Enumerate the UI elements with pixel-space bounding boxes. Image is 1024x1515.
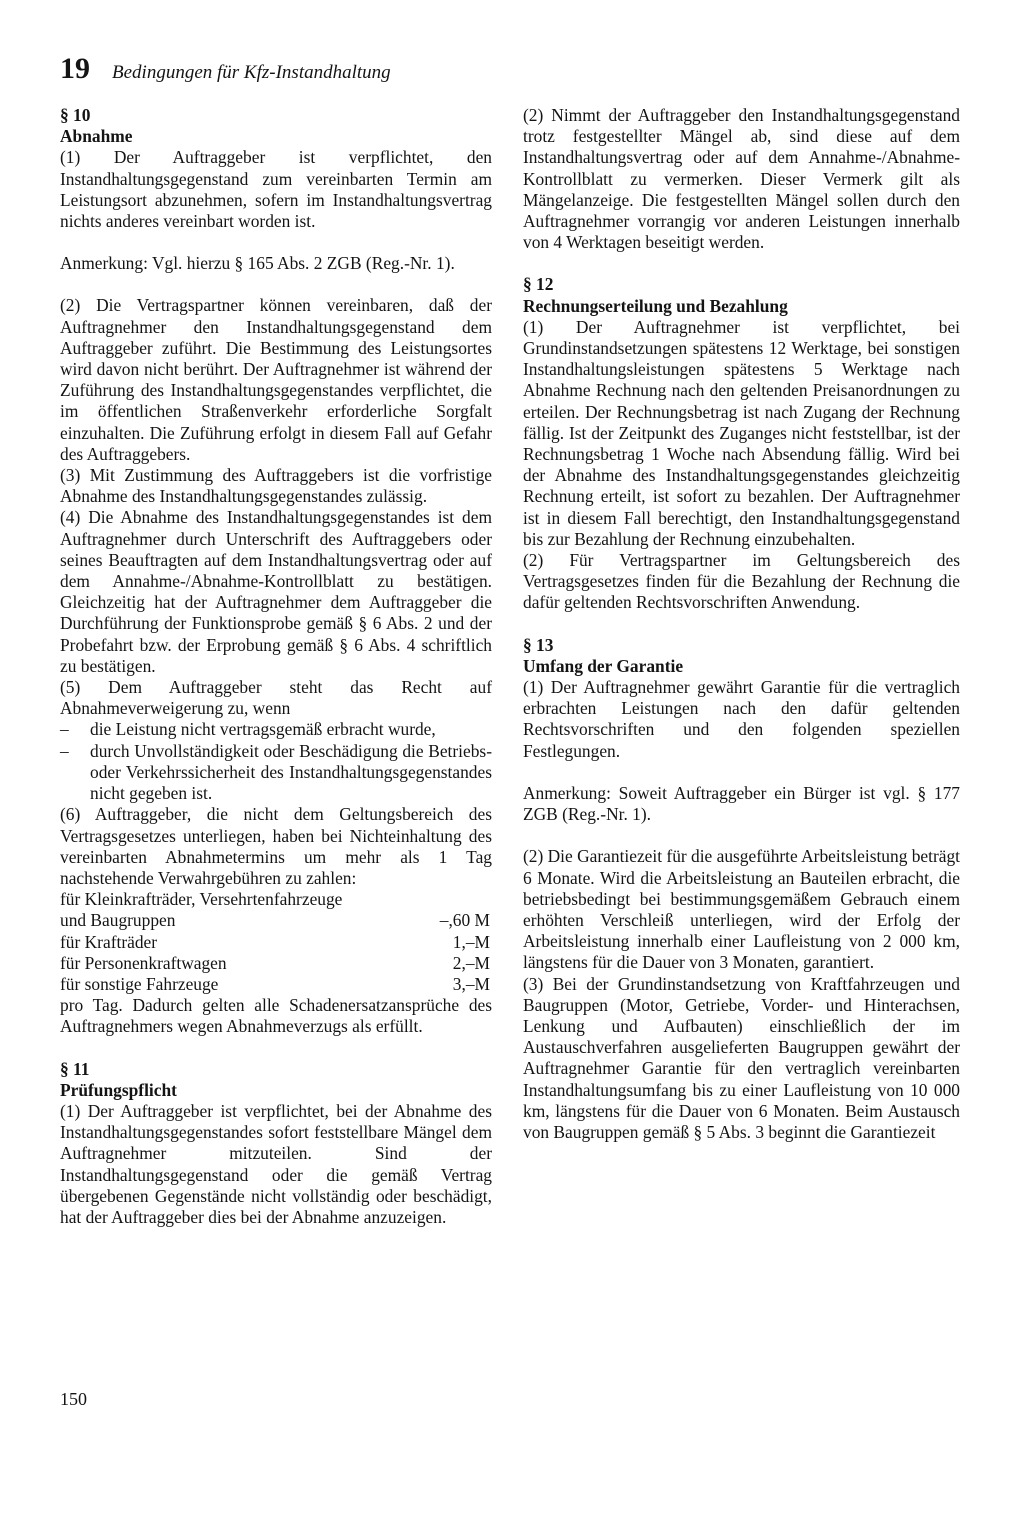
spacer (60, 274, 492, 295)
list-dash: – (60, 740, 69, 761)
section-11-number: § 11 (60, 1058, 90, 1079)
list-item (60, 741, 492, 805)
section-10-paragraph-2: (2) Die Vertragspartner können vereinbaren, daß der Auftragnehmer den Instandhaltungsgegenstand dem Auftraggeber zuführt. Die Bestimmung des Leistungsortes wird davon nicht berührt. Der Auftragnehmer ist während der Zuführung des Instandhaltungsgegenstandes verpflichtet, die im öffentlichen Straßenverkehr erforderliche Sorgfalt einzuhalten. Die Zuführung erfolgt in diesem Fall auf Gefahr des Auftraggebers. (60, 295, 492, 464)
fee-label: für sonstige Fahrzeuge (60, 973, 219, 994)
spacer (523, 825, 960, 846)
list-dash: – (60, 719, 69, 740)
fee-amount: 1,–M (452, 931, 490, 952)
fee-amount: 3,–M (452, 973, 490, 994)
running-header (60, 52, 391, 92)
section-11-paragraph-2: (2) Nimmt der Auftraggeber den Instandhaltungsgegenstand trotz festgestellter Mängel ab, sind diese auf dem Instandhaltungsvertrag oder auf dem Annahme-/Abnahme-Kontrollblatt zu vermerken. Dieser Vermerk gilt als Mängelanzeige. Die festgestellten Mängel sollen durch den Auftragnehmer vorrangig vor anderen Leistungen innerhalb von 4 Werktagen beseitigt werden. (523, 105, 960, 253)
section-10-paragraph-1: (1) Der Auftraggeber ist verpflichtet, den Instandhaltungsgegenstand zum vereinbarten Termin am Leistungsort abzunehmen, sofern im Instandhaltungsvertrag nichts anderes vereinbart worden ist. (60, 147, 492, 232)
section-13-note: Anmerkung: Soweit Auftraggeber ein Bürger ist vgl. § 177 ZGB (Reg.-Nr. 1). (523, 782, 960, 825)
section-10-closing: pro Tag. Dadurch gelten alle Schadenersatzansprüche des Auftragnehmers wegen Abnahmeverzugs als erfüllt. (60, 995, 492, 1037)
spacer (523, 762, 960, 783)
section-13-paragraph-3: (3) Bei der Grundinstandsetzung von Kraftfahrzeugen und Baugruppen (Motor, Getriebe, Vorder- und Hinterachsen, Lenkung und Aufbauten) einschließlich der im Austauschverfahren ausgelieferten Baugruppen gewährt der Auftragnehmer Garantie für den vertraglich vereinbarten Instandhaltungsumfang bis zu einer Laufleistung von 10 000 km, längstens für die Dauer von 6 Monaten. Beim Austausch von Baugruppen gemäß § 5 Abs. 3 beginnt die Garantiezeit (523, 973, 960, 1142)
section-10-paragraph-4: (4) Die Abnahme des Instandhaltungsgegenstandes ist dem Auftragnehmer durch Unterschrift des Auftraggebers oder seines Beauftragten auf dem Instandhaltungsvertrag oder auf dem Annahme-/Abnahme-Kontrollblatt zu bestätigen. Gleichzeitig hat der Auftragnehmer dem Auftraggeber die Durchführung der Funktionsprobe gemäß § 6 Abs. 2 und der Probefahrt bzw. der Erprobung gemäß § 6 Abs. 4 schriftlich zu bestätigen. (60, 507, 492, 676)
spacer (523, 614, 960, 635)
section-13-paragraph-2: (2) Die Garantiezeit für die ausgeführte Arbeitsleistung beträgt 6 Monate. Wird die Arbeitsleistung an Bauteilen erbracht, die betriebsbedingt bei bestimmungsgemäßem Gebrauch einem erhöhten Verschleiß unterliegen, wird der Erfolg der Arbeitsleistung innerhalb einer Laufleistung von 2 000 km, längstens für die Dauer von 3 Monaten, garantiert. (523, 846, 961, 973)
section-11-title: Prüfungspflicht (60, 1079, 177, 1100)
section-10-note: Anmerkung: Vgl. hierzu § 165 Abs. 2 ZGB (Reg.-Nr. 1). (60, 253, 455, 274)
section-10-paragraph-3: (3) Mit Zustimmung des Auftraggebers ist die vorfristige Abnahme des Instandhaltungsgegenstandes zulässig. (60, 465, 492, 507)
left-column (60, 105, 492, 1228)
section-10-paragraph-6: (6) Auftraggeber, die nicht dem Geltungsbereich des Vertragsgesetzes unterliegen, haben bei Nichteinhaltung des vereinbarten Abnahmetermins um mehr als 1 Tag nachstehende Verwahrgebühren zu zahlen: (60, 804, 492, 888)
spacer (60, 1038, 492, 1059)
section-10-number: § 10 (60, 105, 91, 125)
fee-row (60, 932, 492, 953)
list-item (60, 719, 492, 740)
fee-row (60, 910, 492, 931)
section-11-paragraph-1: (1) Der Auftraggeber ist verpflichtet, bei der Abnahme des Instandhaltungsgegenstandes sofort feststellbare Mängel dem Auftragnehmer mitzuteilen. Sind der Instandhaltungsgegenstand oder die gemäß Vertrag übergebenen Gegenstände nicht vollständig oder beschädigt, hat der Auftraggeber dies bei der Abnahme anzuzeigen. (60, 1100, 492, 1227)
spacer (523, 253, 960, 274)
fee-label: für Krafträder (60, 931, 158, 952)
fee-row (60, 974, 492, 995)
section-10-title: Abnahme (60, 126, 133, 147)
fee-intro: für Kleinkrafträder, Versehrtenfahrzeuge (60, 889, 343, 910)
fee-label: und Baugruppen (60, 910, 176, 931)
section-13-number: § 13 (523, 634, 554, 655)
section-12-number: § 12 (523, 274, 554, 295)
page-number: 150 (60, 1389, 87, 1409)
section-10-paragraph-5: (5) Dem Auftraggeber steht das Recht auf Abnahmeverweigerung zu, wenn (60, 677, 492, 719)
list-item-text: die Leistung nicht vertragsgemäß erbracht wurde, (90, 719, 436, 740)
section-12-paragraph-1: (1) Der Auftragnehmer ist verpflichtet, bei Grundinstandsetzungen spätestens 12 Werktage, bei sonstigen Instandhaltungsleistungen spätestens 5 Werktage nach Abnahme Rechnung nach den geltenden Preisanordnungen zu erteilen. Der Rechnungsbetrag ist nach Zugang der Rechnung fällig. Ist der Zeitpunkt des Zuganges nicht feststellbar, ist der Rechnungsbetrag 1 Woche nach Absendung fällig. Wird bei der Abnahme des Instandhaltungsgegenstandes gleichzeitig Rechnung erteilt, ist sofort zu bezahlen. Der Auftragnehmer ist in diesem Fall berechtigt, den Instandhaltungsgegenstand bis zur Bezahlung der Rechnung einzubehalten. (523, 316, 960, 549)
fee-label: für Personenkraftwagen (60, 952, 227, 973)
list-item-text: durch Unvollständigkeit oder Beschädigung die Betriebs- oder Verkehrssicherheit des Instandhaltungsgegenstandes nicht gegeben ist. (90, 740, 492, 804)
right-column (523, 105, 960, 1143)
section-12-title: Rechnungserteilung und Bezahlung (523, 295, 788, 316)
section-13-paragraph-1: (1) Der Auftragnehmer gewährt Garantie für die vertraglich erbrachten Leistungen nach den dafür geltenden Rechtsvorschriften und den folgenden speziellen Festlegungen. (523, 677, 960, 761)
chapter-number: 19 (60, 52, 90, 85)
spacer (60, 232, 492, 253)
fee-row (60, 953, 492, 974)
fee-amount: –,60 M (439, 910, 490, 931)
section-12-paragraph-2: (2) Für Vertragspartner im Geltungsbereich des Vertragsgesetzes finden für die Bezahlung der Rechnung die dafür geltenden Rechtsvorschriften Anwendung. (523, 550, 960, 613)
section-13-title: Umfang der Garantie (523, 655, 684, 676)
chapter-title: Bedingungen für Kfz-Instandhaltung (112, 62, 391, 83)
fee-amount: 2,–M (452, 952, 490, 973)
